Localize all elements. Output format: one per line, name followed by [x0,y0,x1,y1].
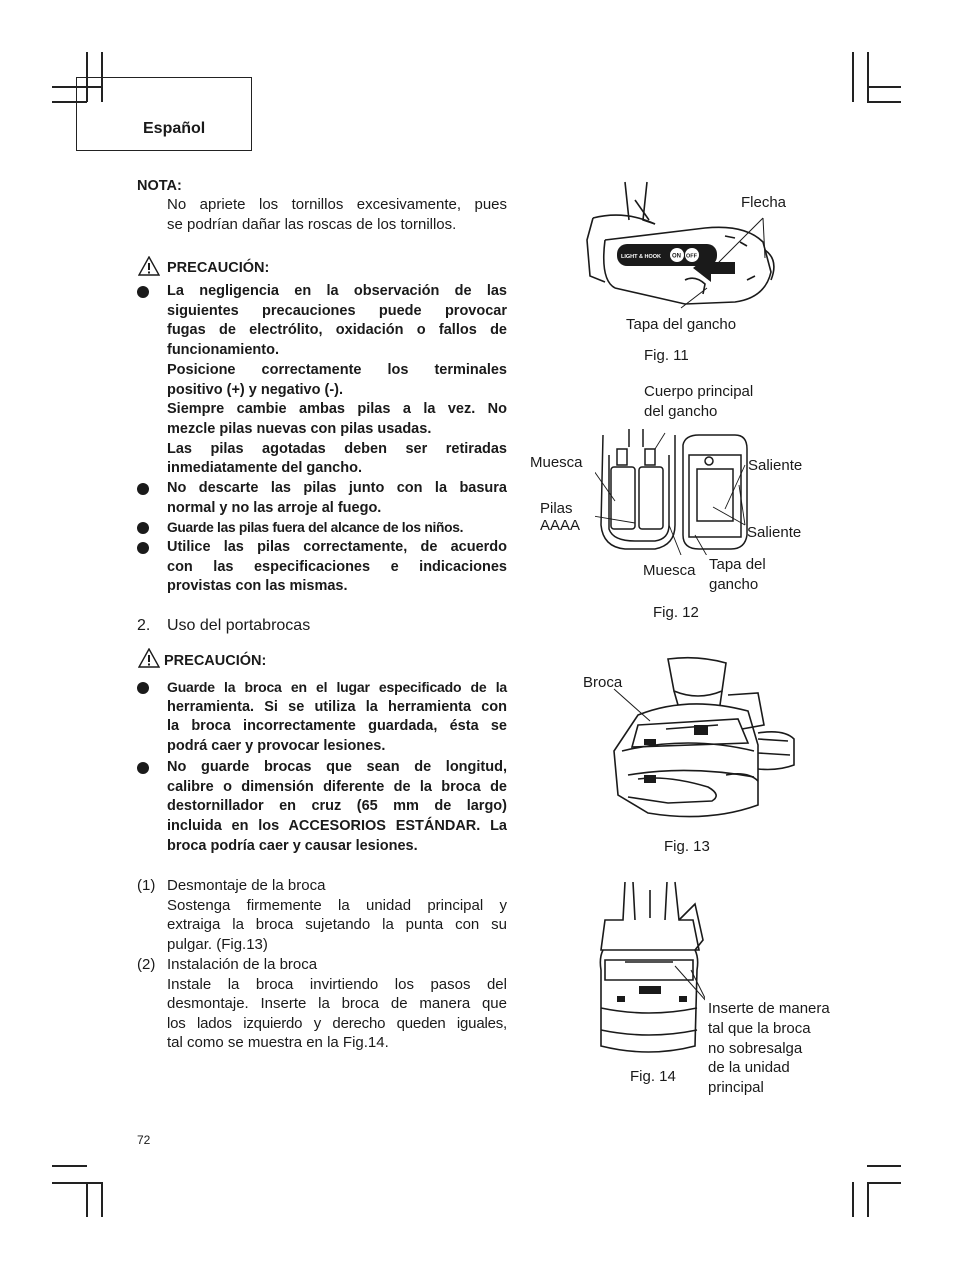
crop-mark [867,101,901,103]
label-inserte: Inserte de manera tal que la broca no sobresalga de la unidad principal [708,1000,830,1097]
label-saliente: Saliente [747,524,802,541]
precaucion-item: Utilice las pilas correctamente, de acuerdo con las especificaciones e indicaciones provistas con las mismas. [167,539,507,595]
label-flecha: Flecha [741,194,787,211]
language-label: Español [143,120,206,137]
precaucion-item: No descarte las pilas junto con la basura normal y no las arroje al fuego. [167,480,507,516]
bullet [137,522,149,534]
nota-text: No apriete los tornillos excesivamente, pues se podrían dañar las roscas de los tornillos. [167,196,507,233]
step-text: Desmontaje de la broca Sostenga firmemente la unidad principal y extraiga la broca sujetando la punta con su pulgar. (Fig.13) [167,877,507,953]
bullet [137,542,149,554]
step-text: Instalación de la broca Instale la broca invirtiendo los pasos del desmontaje. Inserte la broca de manera que los lados izquierdo y derecho queden iguales, tal como se muestra en la Fig.14. [167,956,507,1052]
label-pilas: Pilas AAAA [540,500,581,534]
precaucion-item: Guarde las pilas fuera del alcance de los niños. [167,520,464,535]
crop-mark [867,1165,901,1167]
precaucion-title: PRECAUCIÓN: [167,260,270,276]
nota-title: NOTA: [137,178,182,194]
bullet [137,682,149,694]
fig-caption: Fig. 11 [644,347,689,364]
label-broca: Broca [583,674,623,691]
fig13-illustration [608,655,798,825]
precaucion-item: La negligencia en la observación de las siguientes precauciones puede provocar fugas de electrólito, oxidación o fallos de funcionamiento. Posicione correctamente los terminales positivo (+) y negativo (-). Siempre cambie ambas pilas a la vez. No mezcle pilas nuevas con pilas usadas. Las pilas agotadas deben ser retiradas inmediatamente del gancho. [167,283,507,477]
section-title: Uso del portabrocas [167,617,311,634]
crop-mark [52,1182,102,1184]
label-muesca: Muesca [530,454,583,471]
crop-mark [867,1182,869,1217]
crop-mark [852,52,854,102]
step-number: (2) [137,956,156,973]
crop-mark [101,1182,103,1217]
device-on-text: ON [672,253,681,260]
precaucion-item: No guarde brocas que sean de longitud, calibre o dimensión diferente de la broca de destornillador en cruz (65 mm de largo) incluida en los ACCESORIOS ESTÁNDAR. La broca podría caer y causar lesiones. [167,759,507,854]
fig-caption: Fig. 12 [653,604,699,621]
label-tapa-del-gancho: Tapa del gancho [709,556,766,593]
crop-mark [852,1182,854,1217]
crop-mark [52,1165,87,1167]
fig14-illustration [595,880,705,1060]
label-saliente: Saliente [748,457,803,474]
crop-mark [867,52,869,102]
fig12-illustration [595,425,755,555]
crop-mark [867,1182,901,1184]
device-off-text: OFF [686,253,697,260]
step-number: (1) [137,877,156,894]
crop-mark [867,86,901,88]
fig-caption: Fig. 14 [630,1068,676,1085]
section-number: 2. [137,617,151,634]
warning-triangle-icon [138,256,160,276]
precaucion-item: Guarde la broca en el lugar especificado de la herramienta. Si se utiliza la herramienta con la broca incorrectamente guardada, ésta se podrá caer y provocar lesiones. [167,679,507,755]
label-tapa-del-gancho: Tapa del gancho [626,316,737,333]
bullet [137,286,149,298]
language-box [76,77,252,151]
bullet [137,483,149,495]
label-cuerpo-principal: Cuerpo principal del gancho [644,383,754,420]
crop-mark [86,1182,88,1217]
warning-triangle-icon [138,648,160,668]
label-muesca: Muesca [643,562,696,579]
bullet [137,762,149,774]
precaucion-title: PRECAUCIÓN: [164,653,267,669]
page-number: 72 [137,1133,151,1147]
fig-caption: Fig. 13 [664,838,710,855]
device-brand-text: LIGHT & HOOK [621,254,662,260]
